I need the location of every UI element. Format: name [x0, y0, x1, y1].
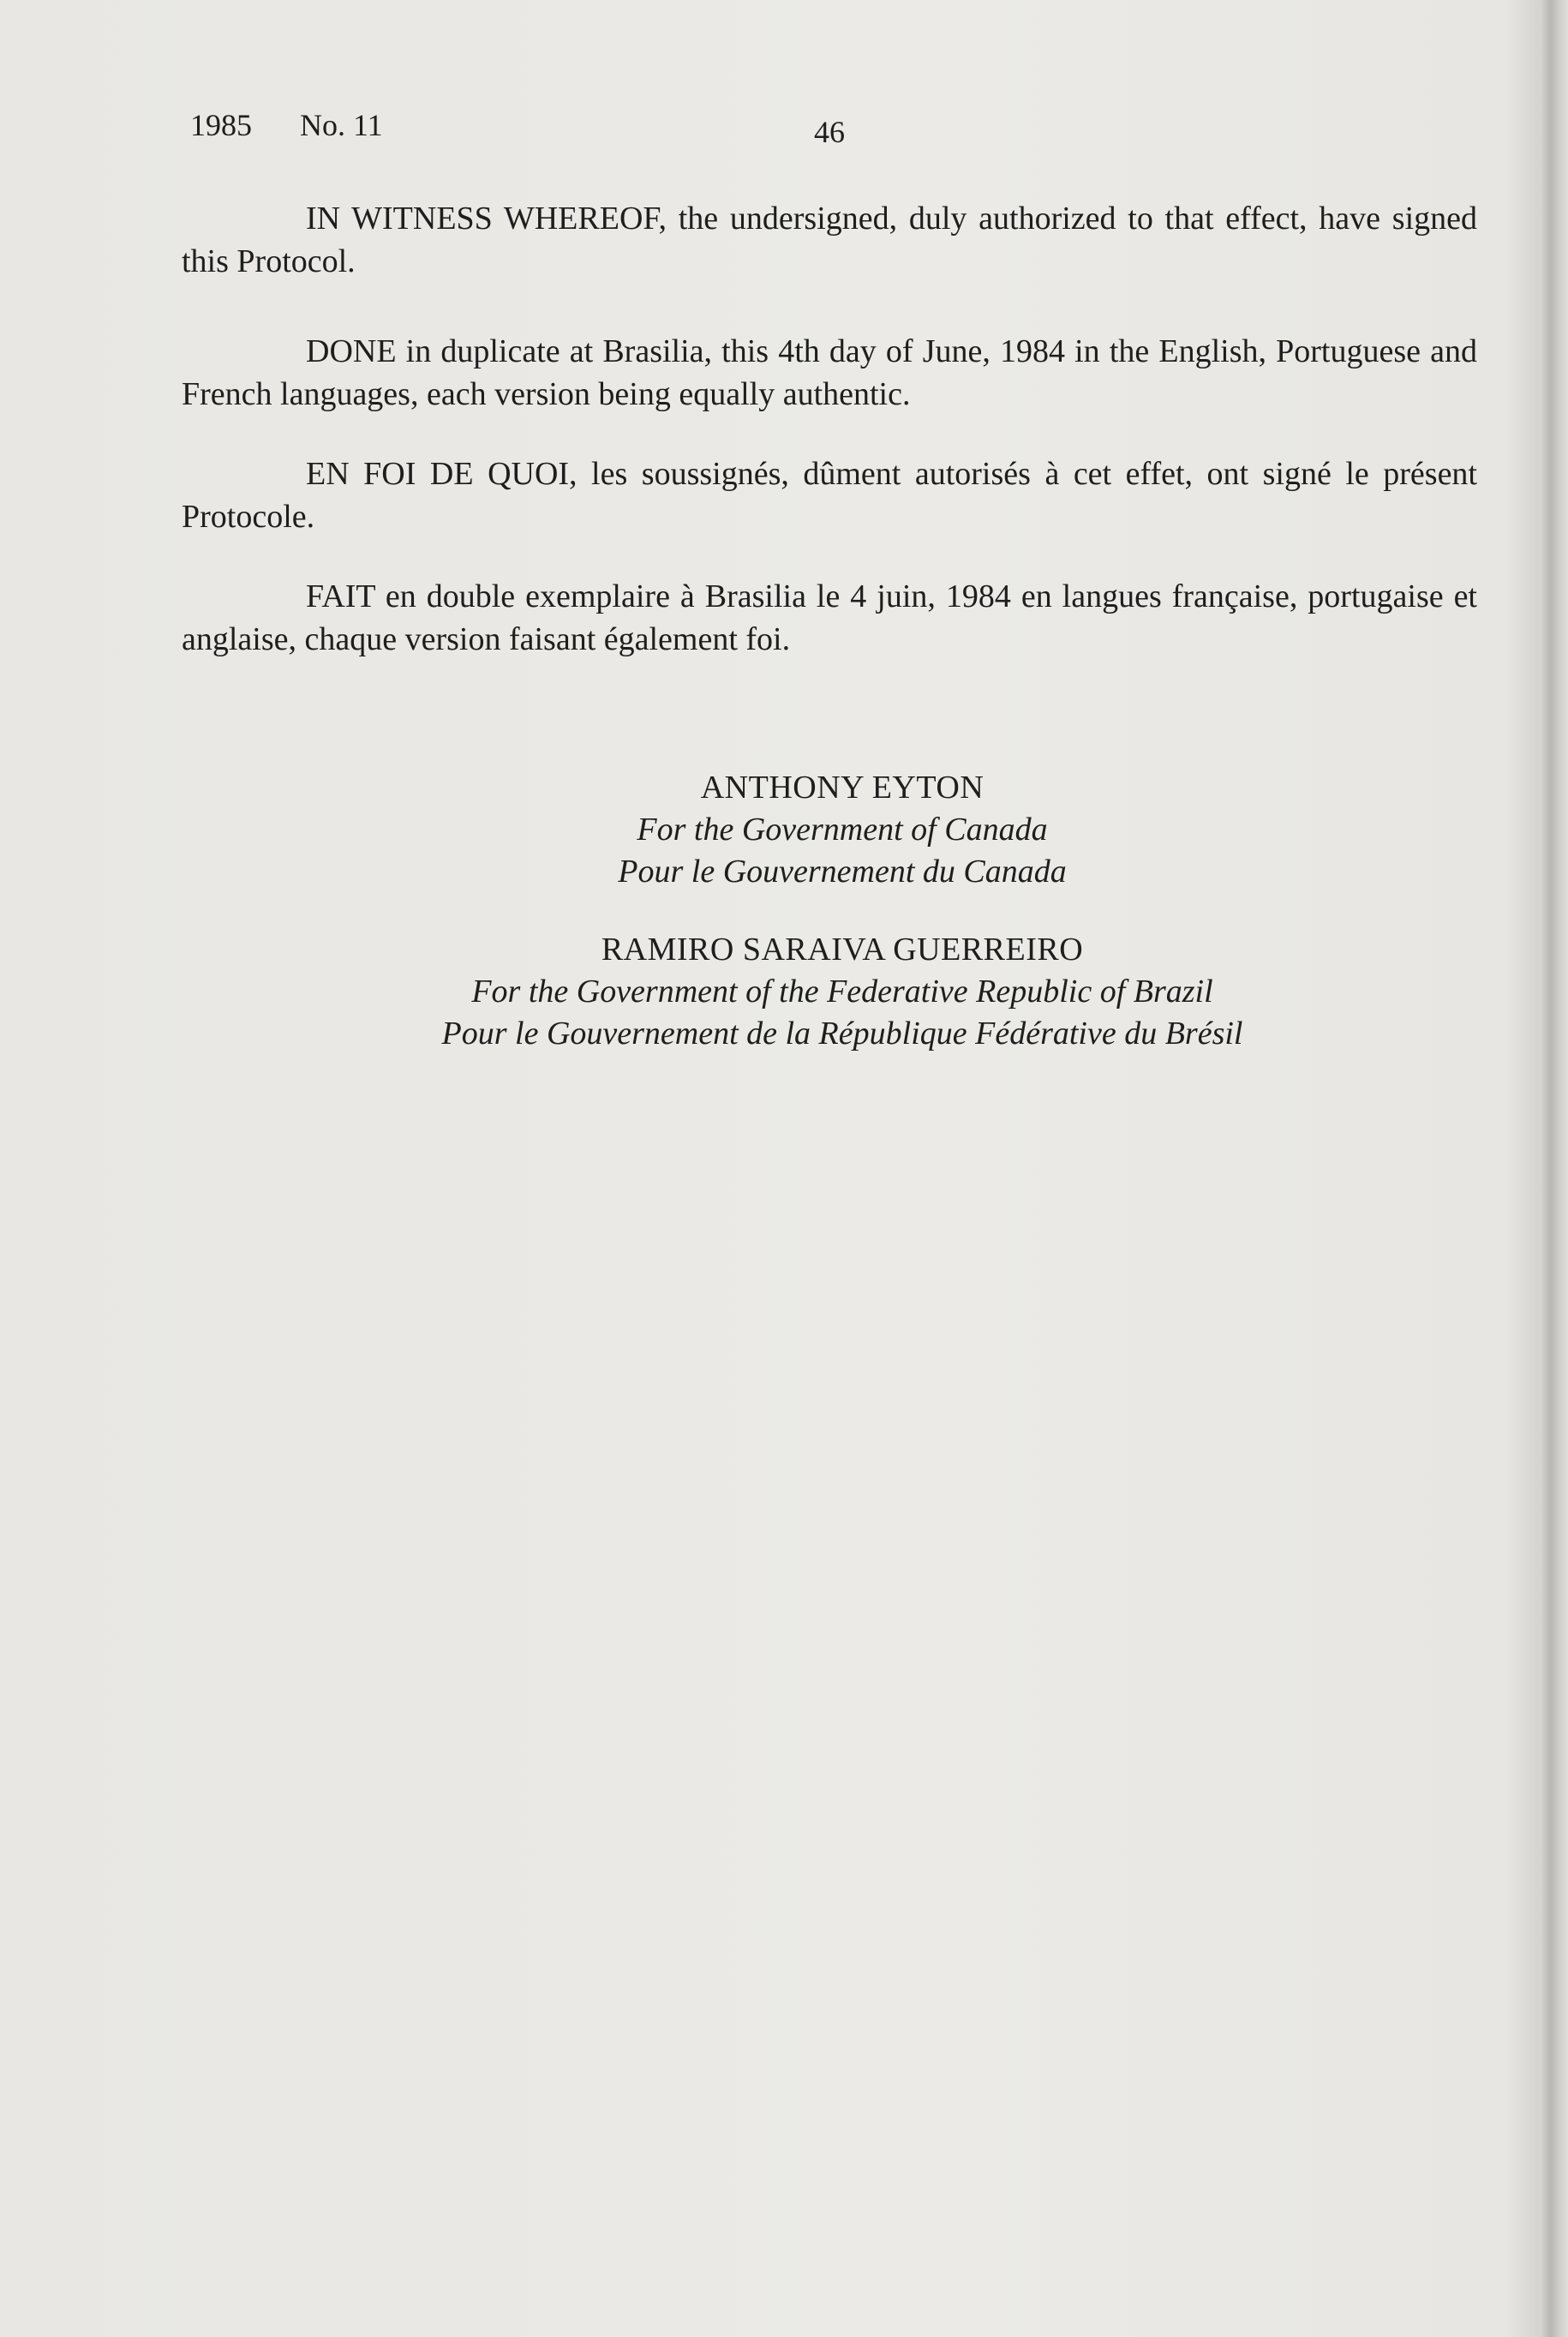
signatory-capacity-french-brazil: Pour le Gouvernement de la République Fédérative du Brésil — [441, 1016, 1243, 1052]
signatory-capacity-english-brazil: For the Government of the Federative Republic of Brazil — [471, 974, 1213, 1010]
done-clause-french: FAIT en double exemplaire à Brasilia le 4 juin, 1984 en langues française, portugaise et anglaise, chaque version faisant également foi. — [182, 578, 1477, 657]
protocol-body — [182, 197, 1477, 698]
signatory-capacity-french-canada: Pour le Gouvernement du Canada — [618, 854, 1067, 890]
header-year: 1985 — [190, 108, 252, 142]
page-header — [0, 107, 1568, 150]
page-number: 46 — [814, 115, 845, 149]
signature-canada — [182, 767, 1477, 893]
done-clause-english: DONE in duplicate at Brasilia, this 4th day of June, 1984 in the English, Portuguese and French languages, each version being equally authentic. — [182, 333, 1477, 412]
signature-section — [182, 767, 1477, 1091]
witness-clause-english: IN WITNESS WHEREOF, the undersigned, duly authorized to that effect, have signed this Protocol. — [182, 201, 1477, 279]
signatory-name-canada: ANTHONY EYTON — [700, 770, 984, 806]
witness-clause-french: EN FOI DE QUOI, les soussignés, dûment autorisés à cet effet, ont signé le présent Protocole. — [182, 456, 1477, 535]
signature-brazil — [182, 929, 1477, 1055]
signatory-name-brazil: RAMIRO SARAIVA GUERREIRO — [601, 932, 1084, 968]
signatory-capacity-english-canada: For the Government of Canada — [637, 812, 1048, 848]
header-statute-number: No. 11 — [300, 108, 383, 142]
book-spine-shadow — [1539, 0, 1568, 2337]
